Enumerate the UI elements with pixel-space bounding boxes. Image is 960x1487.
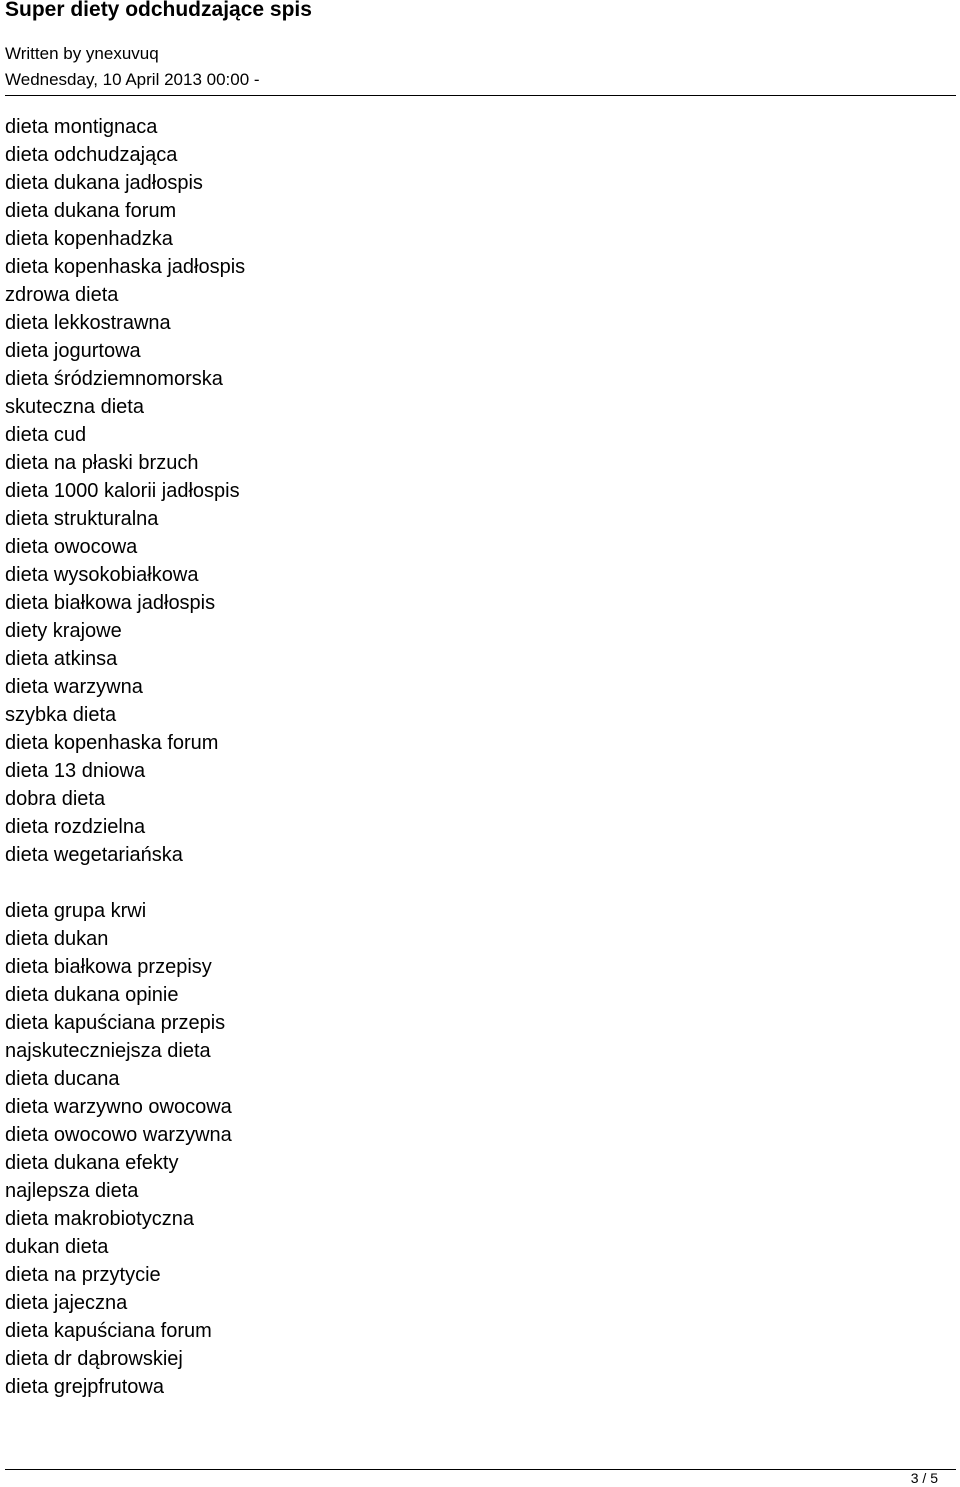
list-item: dukan dieta xyxy=(5,1236,109,1258)
list-item: dieta na płaski brzuch xyxy=(5,452,199,474)
list-item: dieta strukturalna xyxy=(5,508,159,530)
list-item: dieta wegetariańska xyxy=(5,844,183,866)
list-item: dieta kopenhaska jadłospis xyxy=(5,256,246,278)
header-divider xyxy=(5,95,956,96)
list-item: szybka dieta xyxy=(5,704,117,726)
list-item: dieta śródziemnomorska xyxy=(5,368,223,390)
list-spacer xyxy=(5,869,245,897)
list-item: skuteczna dieta xyxy=(5,396,144,418)
list-item: dieta 13 dniowa xyxy=(5,760,146,782)
list-item: dieta atkinsa xyxy=(5,648,118,670)
list-item: dieta kopenhadzka xyxy=(5,228,173,250)
list-item: dieta dr dąbrowskiej xyxy=(5,1348,183,1370)
author-line: Written by ynexuvuq xyxy=(5,44,159,63)
list-item: dieta lekkostrawna xyxy=(5,312,171,334)
footer-divider xyxy=(5,1469,956,1470)
list-item: dieta jogurtowa xyxy=(5,340,141,362)
list-item: dieta białkowa przepisy xyxy=(5,956,212,978)
list-item: dieta dukana jadłospis xyxy=(5,172,203,194)
list-item: dieta ducana xyxy=(5,1068,120,1090)
list-item: dieta cud xyxy=(5,424,87,446)
list-item: dobra dieta xyxy=(5,788,106,810)
list-item: dieta 1000 kalorii jadłospis xyxy=(5,480,240,502)
list-item: dieta dukana forum xyxy=(5,200,177,222)
diet-list xyxy=(5,113,245,1401)
list-item: dieta grejpfrutowa xyxy=(5,1376,164,1398)
list-item: dieta kopenhaska forum xyxy=(5,732,219,754)
list-item: dieta montignaca xyxy=(5,116,158,138)
list-item: dieta kapuściana forum xyxy=(5,1320,212,1342)
list-item: dieta jajeczna xyxy=(5,1292,128,1314)
list-item: dieta grupa krwi xyxy=(5,900,147,922)
page-number: 3 / 5 xyxy=(910,1470,938,1486)
list-item: najlepsza dieta xyxy=(5,1180,139,1202)
list-item: dieta na przytycie xyxy=(5,1264,161,1286)
list-item: dieta owocowa xyxy=(5,536,138,558)
list-item: dieta dukana opinie xyxy=(5,984,179,1006)
list-item: dieta dukan xyxy=(5,928,109,950)
list-item: dieta odchudzająca xyxy=(5,144,178,166)
list-item: dieta wysokobiałkowa xyxy=(5,564,199,586)
list-item: zdrowa dieta xyxy=(5,284,119,306)
list-item: dieta owocowo warzywna xyxy=(5,1124,232,1146)
date-line: Wednesday, 10 April 2013 00:00 - xyxy=(5,70,260,89)
list-item: dieta warzywno owocowa xyxy=(5,1096,232,1118)
list-item: dieta warzywna xyxy=(5,676,143,698)
list-item: diety krajowe xyxy=(5,620,122,642)
list-item: dieta makrobiotyczna xyxy=(5,1208,194,1230)
list-item: najskuteczniejsza dieta xyxy=(5,1040,211,1062)
document-title: Super diety odchudzające spis xyxy=(5,0,312,21)
list-item: dieta dukana efekty xyxy=(5,1152,179,1174)
list-item: dieta kapuściana przepis xyxy=(5,1012,226,1034)
list-item: dieta rozdzielna xyxy=(5,816,146,838)
list-item: dieta białkowa jadłospis xyxy=(5,592,216,614)
